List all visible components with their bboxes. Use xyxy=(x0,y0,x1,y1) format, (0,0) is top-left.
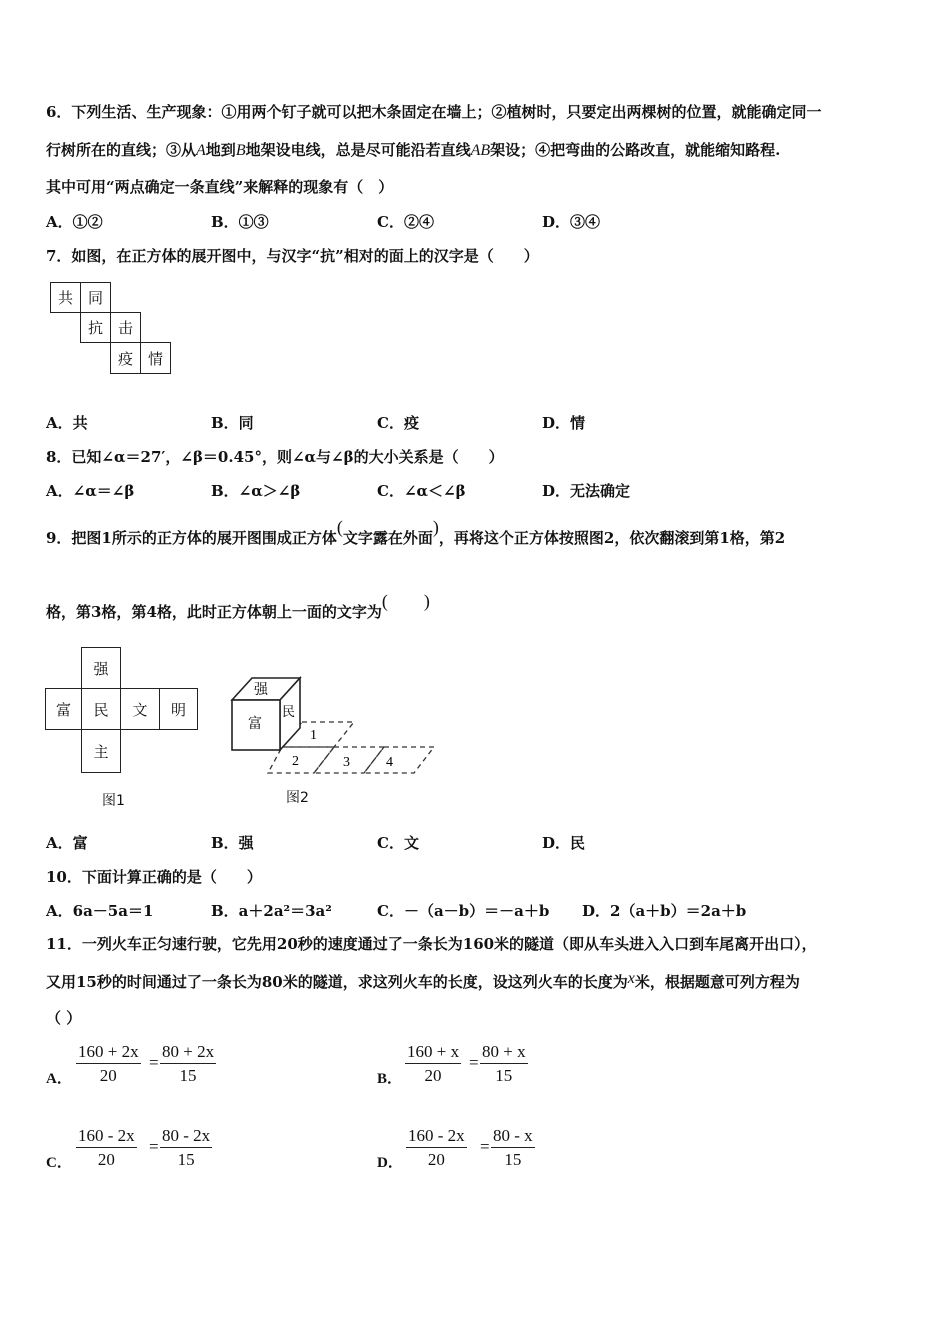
q10-option-b[interactable]: B．a＋2a²＝3a² xyxy=(211,902,332,920)
denominator: 20 xyxy=(99,1066,117,1085)
q9-text: 9．把图1所示的正方体的展开图围成正方体 xyxy=(46,529,337,547)
q9-option-c[interactable]: C．文 xyxy=(377,834,419,852)
net-cell: 富 xyxy=(45,688,82,730)
cell-label-2: 2 xyxy=(292,754,299,769)
paren-close: ) xyxy=(432,517,439,537)
equals-sign: = xyxy=(149,1137,159,1156)
q6-text: 地架设电线，总是尽可能沿若直线 xyxy=(245,141,471,159)
var-A: A xyxy=(196,142,206,159)
q11-text: 又用15秒的时间通过了一条长为80米的隧道，求这列火车的长度，设这列火车的长度为 xyxy=(46,973,628,991)
fraction-right xyxy=(491,1125,535,1172)
net-cell: 民 xyxy=(81,688,121,730)
net-cell: 共 xyxy=(50,282,81,313)
q8-text: 8．已知∠α＝27′，∠β＝0.45°，则∠α与∠β的大小关系是（ ） xyxy=(46,448,504,466)
q9-line1 xyxy=(46,517,786,548)
denominator: 20 xyxy=(427,1150,445,1169)
net-cell: 文 xyxy=(120,688,160,730)
var-AB: AB xyxy=(470,142,491,159)
q11-line1: 11．一列火车正匀速行驶，它先用20秒的速度通过了一条长为160米的隧道（即从车头进入入口到车尾离开出口）， xyxy=(46,935,817,953)
q7-option-d[interactable]: D．情 xyxy=(542,414,586,432)
cube-side-label: 民 xyxy=(282,705,296,720)
q11-text: 米，根据题意可列方程为 xyxy=(634,973,800,991)
equals-sign: = xyxy=(469,1053,479,1072)
cell-label-3: 3 xyxy=(343,755,350,770)
net-cell: 同 xyxy=(80,282,111,313)
fraction-right xyxy=(160,1041,216,1088)
q10-option-c[interactable]: C．－（a－b）＝－a＋b xyxy=(377,902,550,920)
numerator: 80 + x xyxy=(482,1042,526,1061)
fraction-left xyxy=(76,1125,137,1172)
option-label: A． xyxy=(46,1071,72,1087)
q6-text: 地到 xyxy=(205,141,236,159)
denominator: 20 xyxy=(424,1066,442,1085)
cell-label-1: 1 xyxy=(310,728,317,743)
q10-option-a[interactable]: A．6a－5a＝1 xyxy=(46,902,154,920)
paren-open: ( xyxy=(336,517,343,537)
fraction-left xyxy=(406,1125,467,1172)
q8-option-b[interactable]: B．∠α＞∠β xyxy=(211,482,301,500)
denominator: 15 xyxy=(495,1066,513,1085)
equals-sign: = xyxy=(149,1053,159,1072)
equals-sign: = xyxy=(480,1137,490,1156)
q6-option-c[interactable]: C．②④ xyxy=(377,213,434,231)
net-cell: 强 xyxy=(81,647,121,689)
q6-text: 架设；④把弯曲的公路改直，就能缩知路程. xyxy=(490,141,781,159)
q6-line2 xyxy=(46,140,780,161)
numerator: 160 - 2x xyxy=(78,1126,135,1145)
q6-option-a[interactable]: A．①② xyxy=(46,213,103,231)
net-cell: 情 xyxy=(140,342,171,374)
fraction-right xyxy=(480,1041,528,1088)
denominator: 15 xyxy=(177,1150,195,1169)
q6-line1: 6．下列生活、生产现象：①用两个钉子就可以把木条固定在墙上；②植树时，只要定出两棵树的位置，就能确定同一 xyxy=(46,103,822,121)
q6-line3: 其中可用“两点确定一条直线”来解释的现象有（ ） xyxy=(46,178,394,196)
q7-option-b[interactable]: B．同 xyxy=(211,414,254,432)
q8-option-a[interactable]: A．∠α＝∠β xyxy=(46,482,135,500)
q9-line2 xyxy=(46,591,430,622)
q6-option-b[interactable]: B．①③ xyxy=(211,213,269,231)
numerator: 160 + 2x xyxy=(78,1042,139,1061)
fraction-left xyxy=(76,1041,141,1088)
q9-text: 格，第3格，第4格，此时正方体朝上一面的文字为 xyxy=(46,603,382,621)
cube-diagram xyxy=(222,670,462,820)
fraction-left xyxy=(405,1041,461,1088)
numerator: 80 + 2x xyxy=(162,1042,215,1061)
q6-text: 行树所在的直线；③从 xyxy=(46,141,197,159)
q9-text: ，再将这个正方体按照图2，依次翻滚到第1格，第2 xyxy=(438,529,786,547)
q8-option-d[interactable]: D．无法确定 xyxy=(542,482,631,500)
q11-line3: （ ） xyxy=(46,1009,82,1027)
var-B: B xyxy=(235,142,246,159)
fraction-right xyxy=(160,1125,212,1172)
figure1-caption: 图1 xyxy=(102,793,125,809)
cube-front-label: 富 xyxy=(248,716,262,732)
option-label: C． xyxy=(46,1155,72,1171)
q9-text: 文字露在外面 xyxy=(342,529,433,547)
q7-option-c[interactable]: C．疫 xyxy=(377,414,419,432)
denominator: 15 xyxy=(179,1066,197,1085)
option-label: D． xyxy=(377,1155,403,1171)
net-cell: 击 xyxy=(110,312,141,343)
net-cell: 明 xyxy=(159,688,198,730)
q9-option-a[interactable]: A．富 xyxy=(46,834,88,852)
q7-text: 7．如图，在正方体的展开图中，与汉字“抗”相对的面上的汉字是（ ） xyxy=(46,247,539,265)
q7-option-a[interactable]: A．共 xyxy=(46,414,88,432)
net-cell: 主 xyxy=(81,729,121,773)
denominator: 20 xyxy=(97,1150,115,1169)
q8-option-c[interactable]: C．∠α＜∠β xyxy=(377,482,466,500)
q9-option-b[interactable]: B．强 xyxy=(211,834,254,852)
denominator: 15 xyxy=(504,1150,522,1169)
numerator: 80 - x xyxy=(493,1126,533,1145)
answer-blank: ( ) xyxy=(381,591,430,611)
var-x: x xyxy=(627,970,635,987)
option-label: B． xyxy=(377,1071,403,1087)
q6-option-d[interactable]: D．③④ xyxy=(542,213,601,231)
cell-label-4: 4 xyxy=(386,755,393,770)
q10-text: 10．下面计算正确的是（ ） xyxy=(46,868,262,886)
numerator: 160 - 2x xyxy=(408,1126,465,1145)
numerator: 160 + x xyxy=(407,1042,460,1061)
net-cell: 疫 xyxy=(110,342,141,374)
q11-line2 xyxy=(46,972,800,993)
net-cell: 抗 xyxy=(80,312,111,343)
q9-option-d[interactable]: D．民 xyxy=(542,834,586,852)
numerator: 80 - 2x xyxy=(162,1126,211,1145)
cube-top-label: 强 xyxy=(254,682,268,698)
figure2-caption: 图2 xyxy=(286,790,309,806)
grid-cell-2 xyxy=(268,747,334,773)
q10-option-d[interactable]: D．2（a＋b）＝2a＋b xyxy=(582,902,747,920)
